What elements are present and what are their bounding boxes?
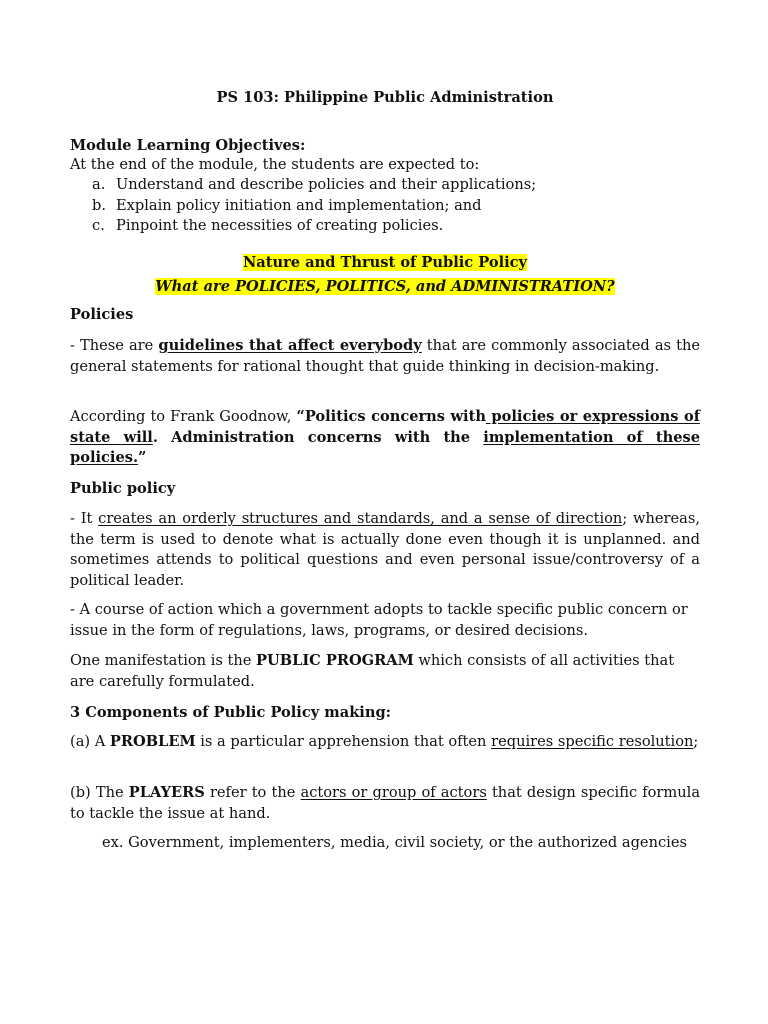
section-title-text: Nature and Thrust of Public Policy (242, 254, 528, 271)
text-run: refer to the (204, 784, 301, 801)
objectives-heading-text: Module Learning Objectives: (70, 137, 306, 154)
emphasis: PROBLEM (109, 733, 196, 750)
emphasis: . Administration concerns with the (152, 428, 484, 446)
text-run: According to Frank Goodnow, (70, 408, 297, 425)
objective-text: Explain policy initiation and implementation; and (116, 196, 482, 214)
emphasis-underlined: guidelines that affect everybody (158, 337, 422, 354)
text-run: that are commonly associated as the general statements for rational thought that guide thinking in decision-making. (70, 337, 700, 375)
text-run: One manifestation is the (70, 652, 257, 669)
objective-text: Pinpoint the necessities of creating policies. (116, 217, 444, 234)
emphasis: PLAYERS (128, 784, 205, 801)
policies-heading-text: Policies (70, 306, 134, 323)
objective-item (70, 175, 700, 196)
public-policy-paragraph-2: - A course of action which a government adopts to tackle specific public concern or issue in the form of regulations, laws, programs, or desired decisions. (70, 601, 688, 639)
document-title (70, 88, 700, 109)
section-question (70, 277, 700, 298)
text-run: which consists of all activities that are carefully formulated. (70, 652, 675, 690)
emphasis: “Politics concerns with (296, 408, 486, 425)
list-marker: b. (92, 196, 106, 214)
underlined-run: requires specific resolution (491, 733, 694, 750)
components-heading-text: 3 Components of Public Policy making: (70, 704, 392, 721)
section-question-text: What are POLICIES, POLITICS, and ADMINISTRATION? (155, 278, 615, 295)
text-run: ; (693, 733, 699, 750)
policies-paragraph-1 (70, 336, 700, 377)
public-policy-heading-text: Public policy (70, 480, 176, 497)
section-title (70, 253, 700, 274)
text-run: is a particular apprehension that often (195, 733, 492, 750)
component-players (70, 783, 700, 824)
public-policy-paragraph-1 (70, 509, 700, 591)
objectives-list (70, 175, 700, 237)
underlined-run: creates an orderly structures and standards, and a sense of direction (98, 510, 623, 527)
objectives-heading (70, 136, 700, 157)
objective-text: Understand and describe policies and their applications; (116, 176, 537, 193)
emphasis-underlined: policies or expressions of state will (70, 408, 700, 446)
emphasis: ” (138, 449, 147, 466)
objective-item (70, 196, 700, 217)
emphasis: PUBLIC PROGRAM (256, 652, 414, 669)
text-run: ; whereas, the term is used to denote what is actually done even though it is unplanned. and sometimes attends to political questions and even personal issue/controversy of a political leader. (70, 510, 700, 589)
component-problem (70, 732, 700, 753)
emphasis-underlined: implementation of these policies. (70, 428, 700, 466)
goodnow-quote-paragraph (70, 407, 700, 469)
objectives-intro: At the end of the module, the students are expected to: (70, 156, 480, 173)
public-program-paragraph (70, 651, 700, 692)
text-run: - These are (70, 337, 159, 354)
policies-heading (70, 305, 700, 326)
list-marker: c. (92, 217, 105, 234)
component-example: ex. Government, implementers, media, civil society, or the authorized agencies (102, 834, 687, 851)
text-run: - It (70, 510, 99, 527)
objective-item (70, 216, 700, 237)
components-heading (70, 703, 700, 724)
list-marker: a. (92, 176, 106, 193)
underlined-run: actors or group of actors (300, 784, 487, 801)
public-policy-heading (70, 479, 700, 500)
text-run: that design specific formula to tackle the issue at hand. (70, 784, 701, 822)
title-text: PS 103: Philippine Public Administration (216, 89, 554, 106)
text-run: (a) A (70, 733, 110, 750)
text-run: (b) The (70, 784, 129, 801)
